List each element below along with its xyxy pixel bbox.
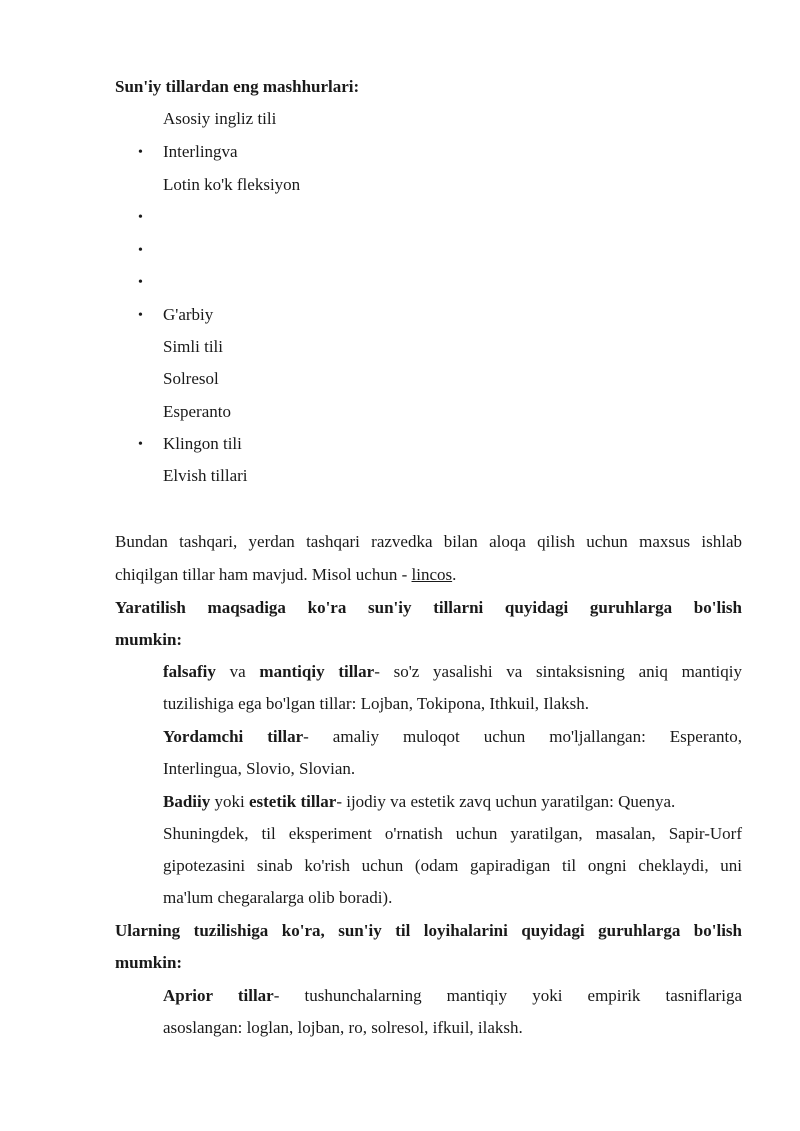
list-item: Klingon tili bbox=[163, 434, 242, 453]
definition-line bbox=[163, 791, 675, 813]
term: Badiiy bbox=[163, 792, 211, 811]
section-heading: Ularning tuzilishiga ko'ra, sun'iy til loyihalarini quyidagi guruhlarga bo'lish bbox=[115, 921, 742, 940]
paragraph-line: gipotezasini sinab ko'rish uchun (odam gapiradigan til ongni cheklaydi, uni bbox=[163, 856, 742, 875]
term: Aprior tillar bbox=[163, 986, 274, 1005]
bullet-icon: • bbox=[138, 437, 143, 452]
definition-line: tuzilishiga ega bo'lgan tillar: Lojban, Tokipona, Ithkuil, Ilaksh. bbox=[163, 694, 590, 713]
section-heading: Yaratilish maqsadiga ko'ra sun'iy tillarni quyidagi guruhlarga bo'lish bbox=[115, 598, 742, 617]
paragraph-line: ma'lum chegaralarga olib boradi). bbox=[163, 888, 393, 907]
bullet-icon: • bbox=[138, 243, 143, 258]
intro-paragraph-line: Bundan tashqari, yerdan tashqari razvedka bilan aloqa qilish uchun maxsus ishlab bbox=[115, 532, 742, 551]
list-heading: Sun'iy tillardan eng mashhurlari: bbox=[115, 77, 360, 96]
bullet-icon: • bbox=[138, 308, 143, 323]
paragraph-line: Shuningdek, til eksperiment o'rnatish uchun yaratilgan, masalan, Sapir-Uorf bbox=[163, 824, 742, 843]
intro-text: chiqilgan tillar ham mavjud. Misol uchun - bbox=[115, 565, 412, 584]
term: estetik tillar bbox=[248, 792, 337, 811]
bullet-icon: • bbox=[138, 145, 143, 160]
list-item: Asosiy ingliz tili bbox=[163, 109, 277, 128]
text: - so'z yasalishi va sintaksisning aniq mantiqiy bbox=[374, 662, 743, 681]
list-item: G'arbiy bbox=[163, 305, 214, 324]
text: - amaliy muloqot uchun mo'ljallangan: Esperanto, bbox=[303, 727, 743, 746]
bullet-icon: • bbox=[138, 275, 143, 290]
definition-line bbox=[163, 661, 742, 683]
section-heading: mumkin: bbox=[115, 630, 183, 649]
list-item: Interlingva bbox=[163, 142, 238, 161]
term: Yordamchi tillar bbox=[163, 727, 304, 746]
definition-line bbox=[163, 985, 742, 1007]
text: - ijodiy va estetik zavq uchun yaratilgan: Quenya. bbox=[336, 792, 676, 811]
bullet-icon: • bbox=[138, 210, 143, 225]
definition-line: asoslangan: loglan, lojban, ro, solresol, ifkuil, ilaksh. bbox=[163, 1018, 523, 1037]
text: yoki bbox=[210, 792, 249, 811]
intro-paragraph-line bbox=[115, 564, 456, 586]
definition-line: Interlingua, Slovio, Slovian. bbox=[163, 759, 356, 778]
text: va bbox=[215, 662, 260, 681]
section-heading: mumkin: bbox=[115, 953, 183, 972]
lincos-link[interactable]: lincos bbox=[411, 565, 453, 584]
list-item: Esperanto bbox=[163, 402, 231, 421]
term: mantiqiy tillar bbox=[259, 662, 375, 681]
list-item: Solresol bbox=[163, 369, 219, 388]
term: falsafiy bbox=[163, 662, 216, 681]
list-item: Lotin ko'k fleksiyon bbox=[163, 175, 301, 194]
text: - tushunchalarning mantiqiy yoki empirik tasniflariga bbox=[273, 986, 742, 1005]
list-item: Elvish tillari bbox=[163, 466, 248, 485]
intro-text-end: . bbox=[452, 565, 457, 584]
list-item: Simli tili bbox=[163, 337, 223, 356]
definition-line bbox=[163, 726, 742, 748]
